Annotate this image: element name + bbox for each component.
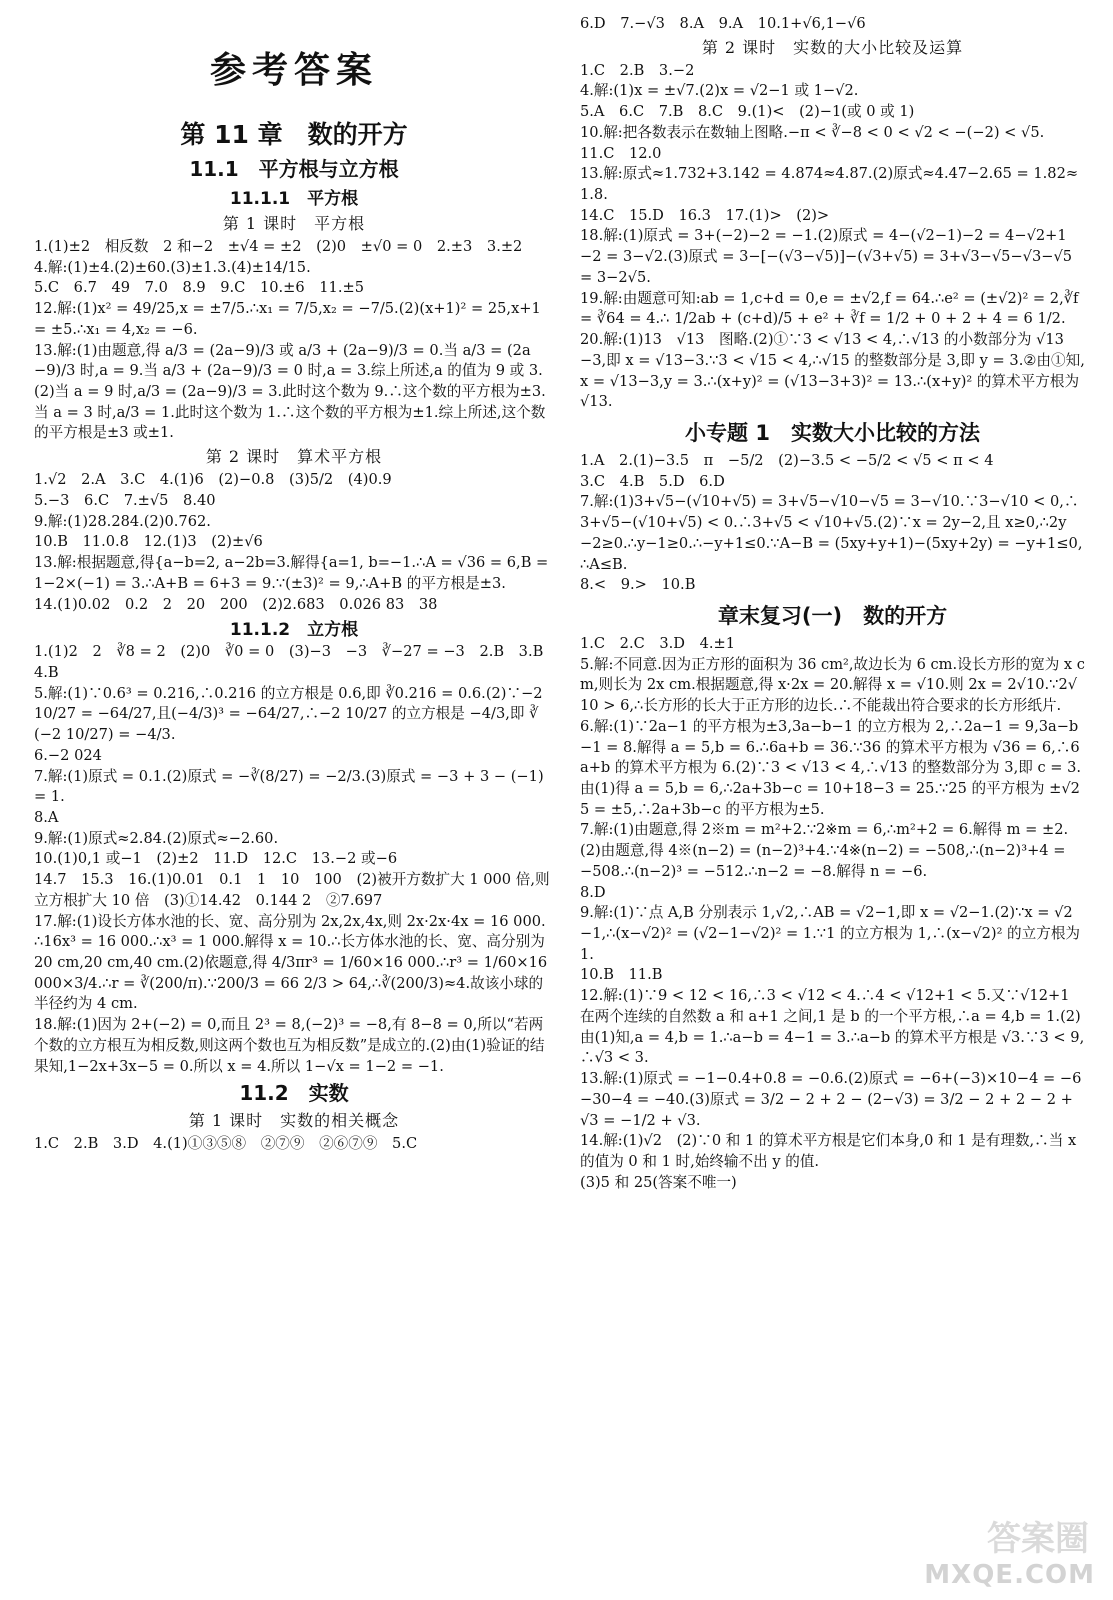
answer-line: 1.C 2.B 3.D 4.(1)①③⑤⑧ ②⑦⑨ ②⑥⑦⑨ 5.C (34, 1135, 418, 1153)
answer-line: 1.C 2.B 3.−2 (580, 61, 695, 79)
answer-line: 10.B 11.0.8 12.(1)3 (2)±√6 (34, 533, 263, 551)
lesson-heading-4: 第 2 课时 实数的大小比较及运算 (701, 37, 964, 57)
answer-line: 14.解:(1)√2 (2)∵0 和 1 的算术平方根是它们本身,0 和 1 是有理数,∴当 x 的值为 0 和 1 时,始终输不出 y 的值. (580, 1132, 1077, 1170)
answer-line: 3.C 4.B 5.D 6.D (580, 472, 725, 490)
site-watermark (905, 1510, 1095, 1590)
answer-line: 18.解:(1)原式 = 3+(−2)−2 = −1.(2)原式 = 4−(√2−1)−2 = 4−√2+1−2 = 3−√2.(3)原式 = 3−[−(√3−√5)]−(√3+√5) = 3+√3−√5−√3−√5 = 3−2√5. (580, 227, 1073, 286)
topic-heading-2: 章末复习(一) 数的开方 (717, 603, 948, 628)
answer-line: 6.解:(1)∵2a−1 的平方根为±3,3a−b−1 的立方根为 2,∴2a−1 = 9,3a−b−1 = 8.解得 a = 5,b = 6.∴6a+b = 36.∵36 的算术平方根为 √36 = 6,∴6a+b 的算术平方根为 6.(2)∵3 < √13 < 4,∴√13 的整数部分为 3,即 c = 3.由(1)得 a = 5,b = 6,∴2a+3b−c = 10+18−3 = 25.∵25 的平方根为 ±√25 = ±5,∴2a+3b−c 的平方根为±5. (580, 717, 1082, 818)
answer-line: 10.B 11.B (580, 966, 663, 984)
page-title: 参考答案 (209, 50, 378, 91)
answer-line: 13.解:(1)由题意,得 a/3 = (2a−9)/3 或 a/3 + (2a−9)/3 = 0.当 a/3 = (2a−9)/3 时,a = 9.当 a/3 + (2a−9)/3 = 0 时,a = 3.综上所述,a 的值为 9 或 3.(2)当 a = 9 时,a/3 = (2a−9)/3 = 3.此时这个数为 9.∴这个数的平方根为±3.当 a = 3 时,a/3 = 1.此时这个数为 1.∴这个数的平方根为±1.综上所述,这个数的平方根是±3 或±1. (34, 341, 546, 442)
answer-line: 14.(1)0.02 0.2 2 20 200 (2)2.683 0.026 83 38 (34, 595, 438, 613)
watermark-url: MXQE.COM (924, 1560, 1095, 1590)
answer-line: 9.解:(1)28.284.(2)0.762. (34, 512, 211, 530)
answer-line: 5.解:不同意.因为正方形的面积为 36 cm²,故边长为 6 cm.设长方形的宽为 x cm,则长为 2x cm.根据题意,得 x·2x = 20.解得 x = √10.则 2x = 2√10.∵2√10 > 6,∴长方形的长大于正方形的边长.∴不能裁出符合要求的长方形纸片. (580, 655, 1085, 715)
answer-line: 7.解:(1)原式 = 0.1.(2)原式 = −∛(8/27) = −2/3.(3)原式 = −3 + 3 − (−1) = 1. (34, 767, 544, 806)
answer-line: 1.A 2.(1)−3.5 π −5/2 (2)−3.5 < −5/2 < √5 < π < 4 (580, 451, 994, 469)
answer-line: 20.解:(1)13 √13 图略.(2)①∵3 < √13 < 4,∴√13 的小数部分为 √13−3,即 x = √13−3.∵3 < √15 < 4,∴√15 的整数部分是 3,即 y = 3.②由①知,x = √13−3,y = 3.∴(x+y)² = (√13−3+3)² = 13.∴(x+y)² 的算术平方根为 √13. (580, 331, 1085, 411)
answer-line: 8.D (580, 883, 606, 901)
answer-line: 19.解:由题意可知:ab = 1,c+d = 0,e = ±√2,f = 64.∴e² = (±√2)² = 2,∛f = ∛64 = 4.∴ 1/2ab + (c+d)/5 + e² + ∛f = 1/2 + 0 + 2 + 4 = 6 1/2. (580, 289, 1079, 328)
answer-line: 5.−3 6.C 7.±√5 8.40 (34, 491, 216, 509)
answer-line: 5.解:(1)∵0.6³ = 0.216,∴0.216 的立方根是 0.6,即 ∛0.216 = 0.6.(2)∵−2 10/27 = −64/27,且(−4/3)³ = −64/27,∴−2 10/27 的立方根是 −4/3,即 ∛(−2 10/27) = −4/3. (34, 684, 543, 744)
topic-heading-1: 小专题 1 实数大小比较的方法 (685, 420, 980, 445)
answer-line: 1.C 2.C 3.D 4.±1 (580, 634, 736, 652)
answer-line: 8.< 9.> 10.B (580, 576, 696, 594)
answer-line: 10.解:把各数表示在数轴上图略.−π < ∛−8 < 0 < √2 < −(−2) < √5. (580, 123, 1045, 141)
answer-line: 14.C 15.D 16.3 17.(1)> (2)> (580, 206, 830, 224)
answer-line: 10.(1)0,1 或−1 (2)±2 11.D 12.C 13.−2 或−6 (34, 850, 398, 868)
answer-line: 7.解:(1)由题意,得 2※m = m²+2.∵2※m = 6,∴m²+2 = 6.解得 m = ±2.(2)由题意,得 4※(n−2) = (n−2)³+4.∵4※(n−2) = −508,∴(n−2)³+4 = −508.∴(n−2)³ = −512.∴n−2 = −8.解得 n = −6. (580, 821, 1069, 880)
answer-line: 11.C 12.0 (580, 144, 662, 162)
subsection-heading-11-1-2: 11.1.2 立方根 (229, 620, 359, 641)
answer-line: 4.解:(1)x = ±√7.(2)x = √2−1 或 1−√2. (580, 82, 859, 100)
right-column (580, 14, 1085, 1193)
answer-line: 1.√2 2.A 3.C 4.(1)6 (2)−0.8 (3)5/2 (4)0.9 (34, 471, 392, 489)
answer-line: 8.A (34, 808, 59, 826)
lesson-heading-3: 第 1 课时 实数的相关概念 (188, 1111, 400, 1131)
answer-line: 5.A 6.C 7.B 8.C 9.(1)< (2)−1(或 0 或 1) (580, 103, 915, 121)
answer-line: 12.解:(1)∵9 < 12 < 16,∴3 < √12 < 4.∴4 < √12+1 < 5.又∵√12+1 在两个连续的自然数 a 和 a+1 之间,1 是 b 的一个平方根,∴a = 4,b = 1.(2)由(1)知,a = 4,b = 1.∴a−b = 4−1 = 3.∴a−b 的算术平方根是 √3.∵3 < 9,∴√3 < 3. (580, 987, 1085, 1067)
subsection-heading-11-1-1: 11.1.1 平方根 (229, 189, 359, 209)
answer-line: 13.解:(1)原式 = −1−0.4+0.8 = −0.6.(2)原式 = −6+(−3)×10−4 = −6−30−4 = −40.(3)原式 = 3/2 − 2 + 2 − (2−√3) = 3/2 − 2 + 2 − 2 + √3 = −1/2 + √3. (580, 1070, 1082, 1129)
answer-line: 13.解:原式≈1.732+3.142 = 4.874≈4.87.(2)原式≈4.47−2.65 = 1.82≈1.8. (580, 165, 1079, 204)
answer-line: 14.7 15.3 16.(1)0.01 0.1 1 10 100 (2)被开方数扩大 1 000 倍,则立方根扩大 10 倍 (3)①14.42 0.144 2 ②7.697 (34, 871, 550, 909)
section-heading-11-1: 11.1 平方根与立方根 (189, 157, 399, 181)
answer-line: 9.解:(1)∵点 A,B 分别表示 1,√2,∴AB = √2−1,即 x = √2−1.(2)∵x = √2−1,∴(x−√2)² = (√2−1−√2)² = 1.∵1 的立方根为 1,∴(x−√2)² 的立方根为 1. (580, 904, 1081, 963)
answer-line: 6.−2 024 (34, 746, 102, 764)
answer-line: 12.解:(1)x² = 49/25,x = ±7/5.∴x₁ = 7/5,x₂ = −7/5.(2)(x+1)² = 25,x+1 = ±5.∴x₁ = 4,x₂ = −6. (34, 300, 541, 338)
answer-line: 1.(1)±2 相反数 2 和−2 ±√4 = ±2 (2)0 ±√0 = 0 2.±3 3.±2 (34, 238, 523, 255)
left-column (34, 14, 558, 1155)
section-heading-11-2: 11.2 实数 (239, 1081, 349, 1106)
answer-line: 1.(1)2 2 ∛8 = 2 (2)0 ∛0 = 0 (3)−3 −3 ∛−27 = −3 2.B 3.B 4.B (34, 643, 558, 681)
lesson-heading-2: 第 2 课时 算术平方根 (205, 447, 383, 467)
chapter-heading: 第 11 章 数的开方 (180, 120, 408, 149)
answer-line: 9.解:(1)原式≈2.84.(2)原式≈−2.60. (34, 829, 279, 847)
answer-line: 18.解:(1)因为 2+(−2) = 0,而且 2³ = 8,(−2)³ = −8,有 8−8 = 0,所以“若两个数的立方根互为相反数,则这两个数也互为相反数”是成立的.(2)由(1)验证的结果知,1−2x+3x−5 = 0.所以 x = 4.所以 1−√x = 1−2 = −1. (34, 1016, 545, 1075)
answer-line: 5.C 6.7 49 7.0 8.9 9.C 10.±6 11.±5 (34, 279, 364, 297)
answer-line: 7.解:(1)3+√5−(√10+√5) = 3+√5−√10−√5 = 3−√10.∵3−√10 < 0,∴3+√5−(√10+√5) < 0.∴3+√5 < √10+√5.(2)∵x = 2y−2,且 x≥0,∴2y−2≥0.∴y−1≥0.∴−y+1≤0.∵A−B = (5xy+y+1)−(5xy+2y) = −y+1≤0,∴A≤B. (580, 493, 1083, 573)
answer-line: 6.D 7.−√3 8.A 9.A 10.1+√6,1−√6 (580, 15, 866, 32)
lesson-heading-1: 第 1 课时 平方根 (222, 214, 366, 233)
answer-line: 4.解:(1)±4.(2)±60.(3)±1.3.(4)±14/15. (34, 258, 311, 276)
answer-line: (3)5 和 25(答案不唯一) (580, 1173, 737, 1191)
answer-line: 17.解:(1)设长方体水池的长、宽、高分别为 2x,2x,4x,则 2x·2x·4x = 16 000.∴16x³ = 16 000.∴x³ = 1 000.解得 x = 10.∴长方体水池的长、宽、高分别为 20 cm,20 cm,40 cm.(2)依题意,得 4/3πr³ = 1/60×16 000.∴r³ = 1/60×16 000×3/4.∴r = ∛(200/π).∵200/3 = 66 2/3 > 64,∴∛(200/3)≈4.故该小球的半径约为 4 cm. (34, 912, 548, 1013)
watermark-logo: 答案圈 (987, 1519, 1089, 1559)
answer-line: 13.解:根据题意,得{a−b=2, a−2b=3.解得{a=1, b=−1.∴A = √36 = 6,B = 1−2×(−1) = 3.∴A+B = 6+3 = 9.∵(±3)² = 9,∴A+B 的平方根是±3. (34, 554, 549, 592)
